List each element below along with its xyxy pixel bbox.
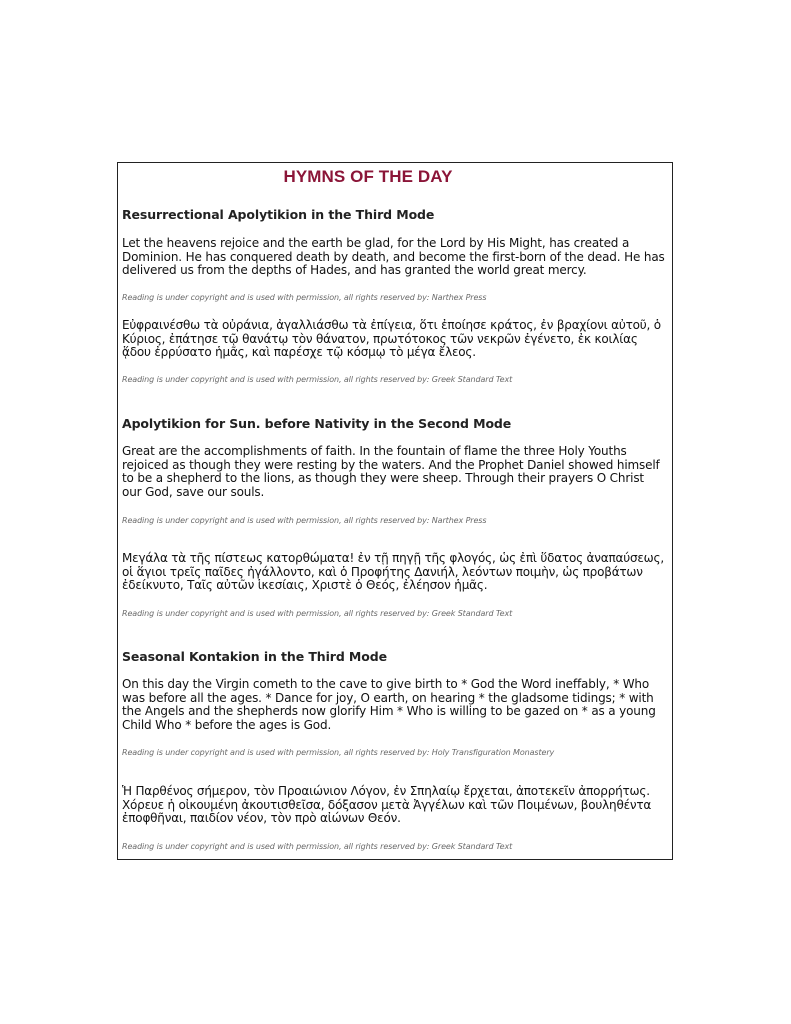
credit-text: Reading is under copyright and is used with permission, all rights reserved by: Narthex Press (122, 516, 487, 525)
hymn-section (122, 649, 667, 664)
hymn-heading: Resurrectional Apolytikion in the Third Mode (122, 207, 435, 222)
english-text: On this day the Virgin cometh to the cave to give birth to * God the Word ineffably, * Who was before all the ages. * Dance for joy, O earth, on hearing * the gladsome tidings; * with the Angels and the shepherds now glorify Him * Who is willing to be gazed on * as a young Child Who * before the ages is God. (122, 677, 656, 732)
greek-text: Ἡ Παρθένος σήμερον, τὸν Προαιώνιον Λόγον, ἐν Σπηλαίῳ ἔρχεται, ἀποτεκεῖν ἀπορρήτως. Χόρευε ἡ οἰκουμένη ἀκουτισθεῖσα, δόξασον μετὰ Ἀγγέλων καὶ τῶν Ποιμένων, βουληθέντα ἐποφθῆναι, παιδίον νέον, τὸν πρὸ αἰώνων Θεόν. (122, 784, 652, 825)
page-title: HYMNS OF THE DAY (283, 167, 453, 186)
hymn-greek (122, 552, 667, 593)
english-credit (122, 748, 667, 757)
greek-credit (122, 609, 667, 618)
hymn-english (122, 237, 667, 278)
credit-text: Reading is under copyright and is used with permission, all rights reserved by: Greek Standard Text (122, 609, 513, 618)
hymn-english (122, 678, 667, 732)
greek-credit (122, 375, 667, 384)
hymns-box (117, 162, 673, 860)
credit-text: Reading is under copyright and is used with permission, all rights reserved by: Greek Standard Text (122, 375, 513, 384)
english-text: Great are the accomplishments of faith. In the fountain of flame the three Holy Youths rejoiced as though they were resting by the waters. And the Prophet Daniel showed himself to be a shepherd to the lions, as though they were sheep. Through their prayers O Christ our God, save our souls. (122, 444, 660, 499)
hymn-greek (122, 319, 667, 360)
credit-text: Reading is under copyright and is used with permission, all rights reserved by: Greek Standard Text (122, 842, 513, 851)
english-credit (122, 516, 667, 525)
hymn-greek (122, 785, 667, 826)
hymn-section (122, 416, 667, 431)
hymn-english (122, 445, 667, 499)
greek-text: Εὐφραινέσθω τὰ οὐράνια, ἀγαλλιάσθω τὰ ἐπίγεια, ὅτι ἐποίησε κράτος, ἐν βραχίονι αὐτοῦ, ὁ Κύριος, ἐπάτησε τῷ θανάτῳ τὸν θάνατον, πρωτότοκος τῶν νεκρῶν ἐγένετο, ἐκ κοιλίας ᾅδου ἐρρύσατο ἡμᾶς, καὶ παρέσχε τῷ κόσμῳ τὸ μέγα ἔλεος. (122, 318, 661, 359)
greek-text: Μεγάλα τὰ τῆς πίστεως κατορθώματα! ἐν τῇ πηγῇ τῆς φλογός, ὡς ἐπὶ ὕδατος ἀναπαύσεως, οἱ ἅγιοι τρεῖς παῖδες ἠγάλλοντο, καὶ ὁ Προφήτης Δανιήλ, λεόντων ποιμὴν, ὡς προβάτων ἐδείκνυτο, Ταῖς αὐτῶν ἱκεσίαις, Χριστὲ ὁ Θεός, ἐλέησον ἡμᾶς. (122, 551, 664, 592)
hymn-section (122, 207, 667, 222)
greek-credit (122, 842, 667, 851)
hymn-heading: Seasonal Kontakion in the Third Mode (122, 649, 387, 664)
english-text: Let the heavens rejoice and the earth be glad, for the Lord by His Might, has created a Dominion. He has conquered death by death, and become the first-born of the dead. He has delivered us from the depths of Hades, and has granted the world great mercy. (122, 236, 665, 277)
hymn-heading: Apolytikion for Sun. before Nativity in the Second Mode (122, 416, 512, 431)
credit-text: Reading is under copyright and is used with permission, all rights reserved by: Narthex Press (122, 293, 487, 302)
credit-text: Reading is under copyright and is used with permission, all rights reserved by: Holy Transfiguration Monastery (122, 748, 555, 757)
english-credit (122, 293, 667, 302)
